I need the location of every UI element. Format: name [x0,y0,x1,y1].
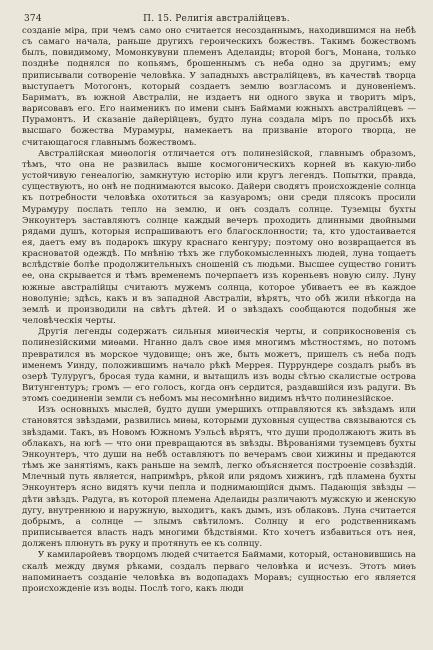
page-number: 374 [24,14,42,24]
paragraph-2: Австралійская миѳологія отличается отъ полинезійской, главнымъ образомъ, тѣмъ, что она не развилась выше космогоническихъ корней въ какую-либо устойчивую генеалогію, замкнутую исторію или кругъ легендъ. Попытки, правда, существуютъ, но онѣ не поднимаются высоко. Дайери сводятъ происхожденіе солнца къ потребности человѣка охотиться за казуаромъ; они среди плясокъ просили Мурамуру послать тепло на землю, и онъ создалъ солнце. Туземцы бухты Энкоунтеръ заставляютъ солнце каждый вечеръ проходить длинными двойными рядами душъ, которыя испрашиваютъ его благосклонности; та, кто удостаивается ея, даетъ ему въ подарокъ шкуру краснаго кенгуру; поэтому оно возвращается въ красноватой одеждѣ. По мнѣнію тѣхъ же глубокомысленныхъ людей, луна тощаетъ вслѣдствіе болѣе продолжительныхъ сношеній съ людьми. Высшее существо гонитъ ее, она скрывается и тѣмъ временемъ почерпаетъ изъ кореньевъ новую силу. Луну южные австралійцы считаютъ мужемъ солнца, которое убиваетъ ее въ каждое новолуніе; здѣсь, какъ и въ западной Австраліи, вѣрятъ, что обѣ жили нѣкогда на землѣ и производили на свѣтъ дѣтей. И о звѣздахъ сообщаются подобныя же человѣческія черты. [22,148,416,327]
paragraph-4: Изъ основныхъ мыслей, будто души умершихъ отправляются къ звѣздамъ или становятся звѣздами, развились миѳы, которыми духовныя существа связываются съ звѣздами. Такъ, въ Новомъ Южномъ Уэльсѣ вѣрятъ, что души продолжаютъ жить въ облакахъ, на югѣ — что они превращаются въ звѣзды. Вѣрованіями туземцевъ бухты Энкоунтеръ, что души на небѣ оставляютъ по вечерамъ свои хижины и предаются тѣмъ же занятіямъ, какъ раньше на землѣ, легко объясняется построеніе созвѣздій. Млечный путь является, напримѣръ, рѣкой или рядомъ хижинъ, гдѣ пламена бухты Энкоунтеръ ясно видятъ кучи пепла и поднимающійся дымъ. Падающія звѣзды — дѣти звѣздъ. Радуга, въ которой племена Аделаиды различаютъ мужскую и женскую дугу, внутреннюю и наружную, выходитъ, какъ дымъ, изъ облаковъ. Луна считается добрымъ, а солнце — злымъ свѣтиломъ. Солнцу и его родственникамъ приписывается власть надъ многими бѣдствіями. Кто хочетъ избавиться отъ нея, долженъ плюнуть въ руку и протянуть ее къ солнцу. [22,405,416,550]
body-text [22,26,416,642]
paragraph-5: У камиларойевъ творцомъ людей считается Баймами, который, остановившись на скалѣ между двумя рѣками, создалъ перваго человѣка и исчезъ. Этотъ миѳъ напоминаетъ созданіе человѣка въ водопадахъ Моравъ; сущностью его является происхожденіе изъ воды. Послѣ того, какъ люди [22,550,416,594]
paragraph-3: Другія легенды содержатъ сильныя миѳическія черты, и соприкосновенія съ полинезійскими миѳами. Нганно далъ свое имя многимъ мѣстностямъ, но потомъ превратился въ морское чудовище; онъ же, быть можетъ, пришелъ съ неба подъ именемъ Уинду, положившимъ начало рѣкѣ Меррея. Пуррундере создалъ рыбъ въ озерѣ Тулуругъ, бросая туда камни, и вытащилъ изъ воды сѣтью скалистые острова Витунгентуръ; громъ — его голосъ, когда онъ сердится, раздавшійся изъ радуги. Въ этомъ соединеніи земли съ небомъ мы несомнѣнно видимъ нѣчто полинезійское. [22,327,416,405]
paragraph-1: созданіе міра, при чемъ само оно считается несозданнымъ, находившимся на небѣ съ самаго начала, раньше другихъ героическихъ божествъ. Такимъ божествомъ былъ, повидимому, Момонкувуни племенъ Аделаиды; второй богъ, Монана, только позднѣе поднялся по копьямъ, брошеннымъ съ неба одно за другимъ; ему приписывали сотвореніе человѣка. У западныхъ австралійцевъ, въ качествѣ творца выступаетъ Мотогонъ, который создаетъ землю возгласомъ и дуновеніемъ. Бариматъ, въ южной Австраліи, не издаетъ ни одного звука и творитъ міръ, варисовавъ его. Его наименикъ по имени сынъ Баймами южныхъ австралійцевъ — Пурамонтъ. И сказаніе дайерійцевъ, будто луна создала міръ по просьбѣ ихъ высшаго божества Мурамуры, намекаетъ на призваніе второго творца, не считающагося главнымъ божествомъ. [22,26,416,148]
running-title: П. 15. Религія австралійцевъ. [143,14,290,24]
